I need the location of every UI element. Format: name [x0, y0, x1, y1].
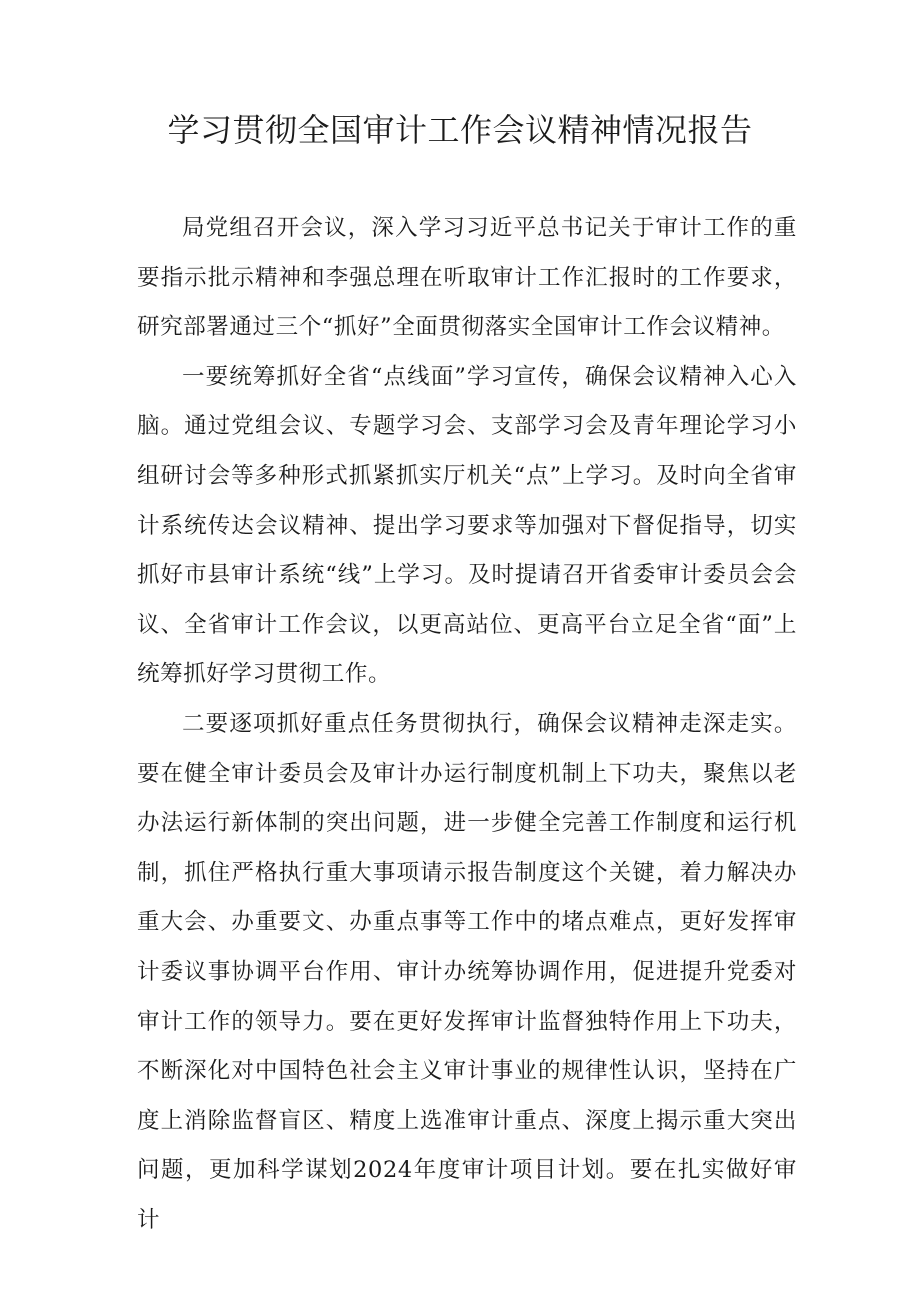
- document-body: [137, 204, 797, 1245]
- paragraph-point-one: 一要统筹抓好全省“点线面”学习宣传，确保会议精神入心入脑。通过党组会议、专题学习会、支部学习会及青年理论学习小组研讨会等多种形式抓紧抓实厅机关“点”上学习。及时向全省审计系统传达会议精神、提出学习要求等加强对下督促指导，切实抓好市县审计系统“线”上学习。及时提请召开省委审计委员会会议、全省审计工作会议，以更高站位、更高平台立足全省“面”上统筹抓好学习贯彻工作。: [137, 363, 797, 688]
- document-title: 学习贯彻全国审计工作会议精神情况报告: [167, 111, 753, 149]
- paragraph-point-two: 二要逐项抓好重点任务贯彻执行，确保会议精神走深走实。要在健全审计委员会及审计办运行制度机制上下功夫，聚焦以老办法运行新体制的突出问题，进一步健全完善工作制度和运行机制，抓住严格执行重大事项请示报告制度这个关键，着力解决办重大会、办重要文、办重点事等工作中的堵点难点，更好发挥审计委议事协调平台作用、审计办统筹协调作用，促进提升党委对审计工作的领导力。要在更好发挥审计监督独特作用上下功夫，不断深化对中国特色社会主义审计事业的规律性认识，坚持在广度上消除监督盲区、精度上选准审计重点、深度上揭示重大突出问题，更加科学谋划2024年度审计项目计划。要在扎实做好审计: [137, 710, 797, 1233]
- paragraph-intro: 局党组召开会议，深入学习习近平总书记关于审计工作的重要指示批示精神和李强总理在听取审计工作汇报时的工作要求，研究部署通过三个“抓好”全面贯彻落实全国审计工作会议精神。: [137, 215, 797, 341]
